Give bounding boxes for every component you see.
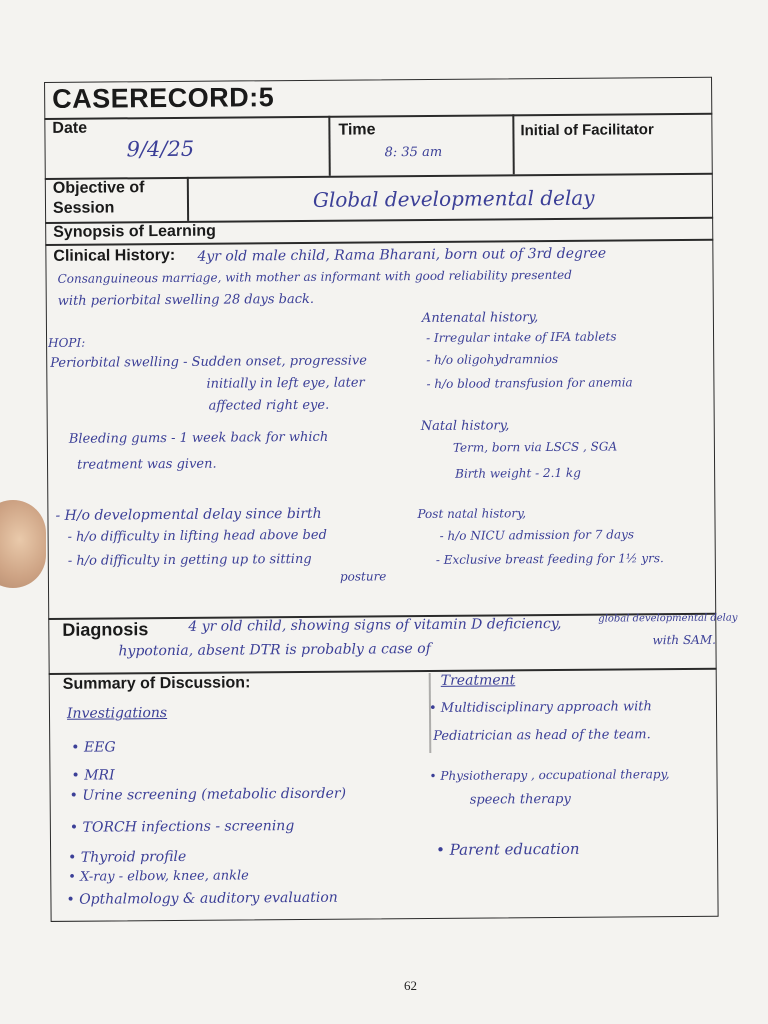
time-label: Time xyxy=(338,121,376,139)
antenatal-line: - h/o oligohydramnios xyxy=(426,351,559,367)
time-value: 8: 35 am xyxy=(384,144,443,161)
clinical-history-label: Clinical History: xyxy=(53,246,176,265)
hopi-line: - H/o developmental delay since birth xyxy=(55,505,322,524)
natal-line: Term, born via LSCS , SGA xyxy=(452,439,618,455)
investigation-item: • MRI xyxy=(71,767,115,784)
diagnosis-line: 4 yr old child, showing signs of vitamin D deficiency, xyxy=(188,615,562,635)
antenatal-heading: Antenatal history, xyxy=(421,310,539,327)
initial-facilitator-label: Initial of Facilitator xyxy=(520,121,654,140)
antenatal-line: - Irregular intake of IFA tablets xyxy=(425,329,617,345)
treatment-item: • Parent education xyxy=(436,839,580,859)
antenatal-line: - h/o blood transfusion for anemia xyxy=(426,375,633,391)
synopsis-label: Synopsis of Learning xyxy=(53,222,216,241)
page-number: 62 xyxy=(404,978,417,993)
diagnosis-line-tail: global developmental delay xyxy=(598,612,738,625)
investigation-item: • Opthalmology & auditory evaluation xyxy=(66,889,338,908)
summary-label: Summary of Discussion: xyxy=(62,674,251,693)
objective-label-line1: Objective of xyxy=(52,179,145,197)
treatment-item: speech therapy xyxy=(469,791,571,808)
postnatal-heading: Post natal history, xyxy=(417,506,527,522)
clinical-history-line: 4yr old male child, Rama Bharani, born out of 3rd degree xyxy=(197,245,607,265)
hopi-line: treatment was given. xyxy=(76,456,217,473)
treatment-heading: Treatment xyxy=(440,672,516,689)
date-label: Date xyxy=(52,119,88,137)
hopi-line: posture xyxy=(339,569,387,584)
hopi-line: initially in left eye, later xyxy=(206,375,365,392)
finger-thumb xyxy=(0,500,46,588)
hopi-line: Periorbital swelling - Sudden onset, progressive xyxy=(50,353,367,371)
clinical-history-line: Consanguineous marriage, with mother as informant with good reliability presented xyxy=(57,267,572,286)
natal-heading: Natal history, xyxy=(420,418,510,435)
diagnosis-line-tail: with SAM. xyxy=(652,632,716,648)
investigation-item: • X-ray - elbow, knee, ankle xyxy=(68,868,249,885)
natal-line: Birth weight - 2.1 kg xyxy=(455,465,581,481)
investigations-heading: Investigations xyxy=(66,705,168,722)
case-record-sheet xyxy=(40,73,738,926)
hopi-heading: HOPI: xyxy=(48,335,86,350)
hopi-line: Bleeding gums - 1 week back for which xyxy=(68,429,329,447)
investigation-item: • Thyroid profile xyxy=(68,848,187,866)
postnatal-line: - h/o NICU admission for 7 days xyxy=(439,527,635,543)
hopi-line: - h/o difficulty in getting up to sitting xyxy=(67,551,312,569)
page-title: CASERECORD:5 xyxy=(52,82,275,114)
hopi-line: affected right eye. xyxy=(208,397,330,414)
treatment-item: • Multidisciplinary approach with xyxy=(428,699,652,716)
objective-label-line2: Session xyxy=(52,199,115,217)
investigation-item: • Urine screening (metabolic disorder) xyxy=(69,785,347,804)
diagnosis-label: Diagnosis xyxy=(62,619,149,640)
clinical-history-line: with periorbital swelling 28 days back. xyxy=(57,291,315,309)
investigation-item: • EEG xyxy=(71,739,116,756)
investigation-item: • TORCH infections - screening xyxy=(69,818,295,836)
postnatal-line: - Exclusive breast feeding for 1½ yrs. xyxy=(435,551,664,567)
diagnosis-line: hypotonia, absent DTR is probably a case of xyxy=(118,640,431,660)
treatment-item: • Physiotherapy , occupational therapy, xyxy=(429,767,670,783)
hopi-line: - h/o difficulty in lifting head above bed xyxy=(67,527,327,545)
date-value: 9/4/25 xyxy=(126,136,195,162)
treatment-item: Pediatrician as head of the team. xyxy=(433,727,651,744)
objective-value: Global developmental delay xyxy=(312,185,595,212)
